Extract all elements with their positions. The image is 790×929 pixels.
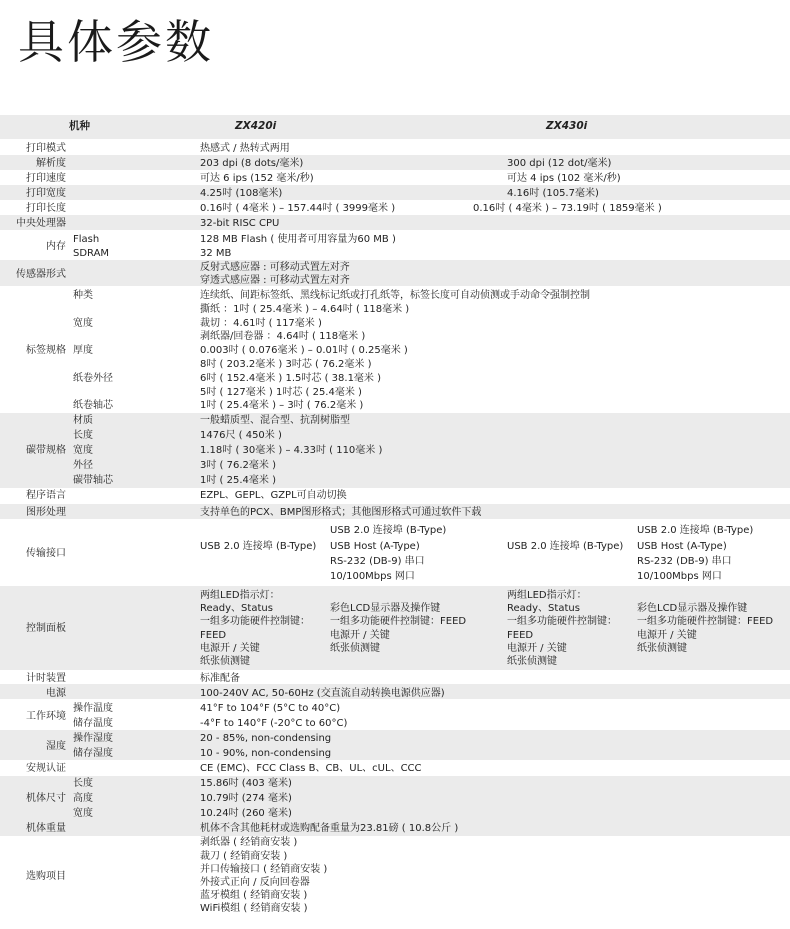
row-value: 裁刀 ( 经销商安装 ) <box>200 851 288 862</box>
sub-label: 长度 <box>73 778 93 789</box>
row-value: 外接式正向 / 反向回卷器 <box>200 877 310 888</box>
row-value: RS-232 (DB-9) 串口 <box>330 556 425 567</box>
row-value: 电源开 / 关键 <box>637 630 697 641</box>
row-label: 内存 <box>46 241 66 252</box>
row-value: 10.24吋 (260 毫米) <box>200 808 292 819</box>
row-value: WiFi模组 ( 经销商安装 ) <box>200 903 308 914</box>
row-value: 20 - 85%, non-condensing <box>200 733 332 744</box>
row-label: 安规认证 <box>26 763 66 774</box>
row-value: 15.86吋 (403 毫米) <box>200 778 292 789</box>
row-value: 5吋 ( 127毫米 ) 1吋芯 ( 25.4毫米 ) <box>200 387 362 398</box>
row-label: 图形处理 <box>26 507 66 518</box>
row-value: 32 MB <box>200 248 232 259</box>
row-value: 反射式感应器 : 可移动式置左对齐 <box>200 262 350 273</box>
row-bg <box>0 586 790 670</box>
row-value: 支持单色的PCX、BMP图形格式；其他图形格式可通过软件下载 <box>200 507 482 518</box>
row-value: 电源开 / 关键 <box>200 643 260 654</box>
row-value: 可达 4 ips (102 毫米/秒) <box>507 173 621 184</box>
row-value: USB 2.0 连接埠 (B-Type) <box>637 525 754 536</box>
row-value: 蓝牙模组 ( 经销商安装 ) <box>200 890 308 901</box>
row-value: 彩色LCD显示器及操作键 <box>330 603 441 614</box>
row-value: 一组多功能硬件控制键：FEED <box>330 616 467 627</box>
row-label: 解析度 <box>36 158 66 169</box>
model-zx430i: ZX430i <box>546 120 588 132</box>
row-value: USB Host (A-Type) <box>330 541 420 552</box>
sub-label: 长度 <box>73 430 93 441</box>
row-value: 0.16吋 ( 4毫米 ) – 73.19吋 ( 1859毫米 ) <box>473 203 662 214</box>
row-value: 41°F to 104°F (5°C to 40°C) <box>200 703 341 714</box>
row-value: 1476尺 ( 450米 ) <box>200 430 282 441</box>
row-bg <box>0 776 790 821</box>
row-value: 0.16吋 ( 4毫米 ) – 157.44吋 ( 3999毫米 ) <box>200 203 396 214</box>
row-value: 电源开 / 关键 <box>507 643 567 654</box>
row-value: 8吋 ( 203.2毫米 ) 3吋芯 ( 76.2毫米 ) <box>200 359 372 370</box>
row-label: 选购项目 <box>26 871 66 882</box>
sub-label: 宽度 <box>73 318 93 329</box>
row-value: 4.16吋 (105.7毫米) <box>507 188 599 199</box>
row-label: 碳带规格 <box>26 445 66 456</box>
row-value: 机体不含其他耗材或选购配备重量为23.81磅 ( 10.8公斤 ) <box>200 823 459 834</box>
sub-label: 种类 <box>73 290 93 301</box>
row-value: Ready、Status <box>507 603 580 614</box>
row-value: CE (EMC)、FCC Class B、CB、UL、cUL、CCC <box>200 763 422 774</box>
row-value: 一组多功能硬件控制键： <box>200 616 310 627</box>
row-value: 100-240V AC, 50-60Hz (交直流自动转换电源供应器) <box>200 688 445 699</box>
row-value: 6吋 ( 152.4毫米 ) 1.5吋芯 ( 38.1毫米 ) <box>200 373 382 384</box>
row-value: 纸张侦测键 <box>200 656 250 667</box>
row-value: 可达 6 ips (152 毫米/秒) <box>200 173 314 184</box>
row-value: 剥纸器/回卷器 ：4.64吋 ( 118毫米 ) <box>200 331 366 342</box>
row-value: 3吋 ( 76.2毫米 ) <box>200 460 276 471</box>
model-zx420i: ZX420i <box>235 120 277 132</box>
row-value: 1吋 ( 25.4毫米 ) – 3吋 ( 76.2毫米 ) <box>200 400 364 411</box>
row-value: 10/100Mbps 网口 <box>330 571 415 582</box>
row-label: 标签规格 <box>26 345 66 356</box>
header-row-bg <box>0 115 790 139</box>
row-bg <box>0 730 790 760</box>
row-value: 标准配备 <box>200 673 240 684</box>
row-value: 10/100Mbps 网口 <box>637 571 722 582</box>
row-value: 300 dpi (12 dot/毫米) <box>507 158 612 169</box>
row-value: 热感式 / 热转式两用 <box>200 143 290 154</box>
sub-label: 高度 <box>73 793 93 804</box>
row-value: 纸张侦测键 <box>507 656 557 667</box>
row-value: RS-232 (DB-9) 串口 <box>637 556 732 567</box>
row-label: 控制面板 <box>26 623 66 634</box>
row-label: 机体尺寸 <box>26 793 66 804</box>
row-value: USB 2.0 连接埠 (B-Type) <box>507 541 624 552</box>
row-value: 1吋 ( 25.4毫米 ) <box>200 475 276 486</box>
row-label: 打印长度 <box>26 203 66 214</box>
row-value: Ready、Status <box>200 603 273 614</box>
row-value: 连续纸、间距标签纸、黑线标记纸或打孔纸等，标签长度可自动侦测或手动命令强制控制 <box>200 290 590 301</box>
row-value: USB 2.0 连接埠 (B-Type) <box>330 525 447 536</box>
row-value: 203 dpi (8 dots/毫米) <box>200 158 304 169</box>
row-value: 两组LED指示灯： <box>200 590 280 601</box>
row-bg <box>0 260 790 286</box>
row-value: 32-bit RISC CPU <box>200 218 280 229</box>
row-value: USB 2.0 连接埠 (B-Type) <box>200 541 317 552</box>
sub-label: 宽度 <box>73 808 93 819</box>
sub-label: 厚度 <box>73 345 93 356</box>
page-title: 具体参数 <box>18 15 214 69</box>
row-label: 程序语言 <box>26 490 66 501</box>
row-value: 10.79吋 (274 毫米) <box>200 793 292 804</box>
sub-label: 碳带轴芯 <box>73 475 113 486</box>
row-value: 一组多功能硬件控制键： <box>507 616 617 627</box>
row-label: 打印速度 <box>26 173 66 184</box>
row-value: 10 - 90%, non-condensing <box>200 748 332 759</box>
row-value: 一般蜡质型、混合型、抗刮树脂型 <box>200 415 350 426</box>
sub-label: 纸卷外径 <box>73 373 113 384</box>
header-label: 机种 <box>69 120 90 132</box>
row-value: 剥纸器 ( 经销商安装 ) <box>200 837 298 848</box>
sub-label: 操作湿度 <box>73 733 113 744</box>
row-label: 计时装置 <box>26 673 66 684</box>
row-label: 电源 <box>46 688 66 699</box>
row-value: 0.003吋 ( 0.076毫米 ) – 0.01吋 ( 0.25毫米 ) <box>200 345 408 356</box>
row-label: 工作环境 <box>26 711 66 722</box>
row-label: 湿度 <box>46 741 66 752</box>
sub-label: 操作温度 <box>73 703 113 714</box>
row-label: 中央处理器 <box>16 218 66 229</box>
sub-label: 材质 <box>73 415 93 426</box>
row-bg <box>0 155 790 170</box>
row-value: 4.25吋 (108毫米) <box>200 188 283 199</box>
row-label: 机体重量 <box>26 823 66 834</box>
row-bg <box>0 413 790 488</box>
row-value: 穿透式感应器 : 可移动式置左对齐 <box>200 275 350 286</box>
row-value: 并口传输接口 ( 经销商安装 ) <box>200 864 328 875</box>
row-label: 传输接口 <box>26 548 66 559</box>
row-value: EZPL、GEPL、GZPL可自动切换 <box>200 490 347 501</box>
row-value: 1.18吋 ( 30毫米 ) – 4.33吋 ( 110毫米 ) <box>200 445 383 456</box>
row-label: 打印模式 <box>26 143 66 154</box>
row-value: 彩色LCD显示器及操作键 <box>637 603 748 614</box>
row-label: 打印宽度 <box>26 188 66 199</box>
row-value: 裁切 ：4.61吋 ( 117毫米 ) <box>200 318 322 329</box>
row-bg <box>0 215 790 230</box>
sub-label: 外径 <box>73 460 93 471</box>
row-value: FEED <box>507 630 534 641</box>
row-value: 纸张侦测键 <box>330 643 380 654</box>
sub-label: Flash <box>73 234 100 245</box>
row-value: 两组LED指示灯： <box>507 590 587 601</box>
row-value: 纸张侦测键 <box>637 643 687 654</box>
sub-label: 储存温度 <box>73 718 113 729</box>
row-bg <box>0 185 790 200</box>
sub-label: SDRAM <box>73 248 110 259</box>
row-value: 电源开 / 关键 <box>330 630 390 641</box>
sub-label: 储存湿度 <box>73 748 113 759</box>
row-value: FEED <box>200 630 227 641</box>
row-value: USB Host (A-Type) <box>637 541 727 552</box>
row-value: 128 MB Flash ( 使用者可用容量为60 MB ) <box>200 234 396 245</box>
row-value: 撕纸 ：1吋 ( 25.4毫米 ) – 4.64吋 ( 118毫米 ) <box>200 304 410 315</box>
sub-label: 纸卷轴芯 <box>73 400 113 411</box>
row-label: 传感器形式 <box>16 269 66 280</box>
sub-label: 宽度 <box>73 445 93 456</box>
row-value: -4°F to 140°F (-20°C to 60°C) <box>200 718 348 729</box>
row-value: 一组多功能硬件控制键：FEED <box>637 616 774 627</box>
